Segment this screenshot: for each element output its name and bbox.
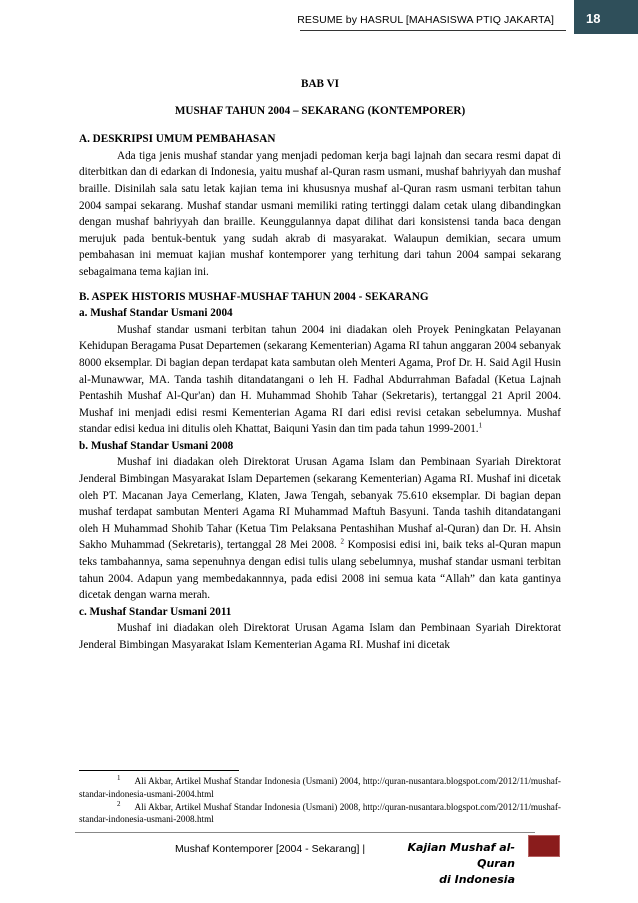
footnote-1-text: Ali Akbar, Artikel Mushaf Standar Indonesia (Usmani) 2004, http://quran-nusantara.blogspot.com/2012/11/mushaf-standar-indonesia-usmani-2004.html [79,776,561,799]
chapter-title: MUSHAF TAHUN 2004 – SEKARANG (KONTEMPORER) [174,104,466,117]
footer-divider [75,832,535,833]
sub-b-heading: b. Mushaf Standar Usmani 2008 [79,439,234,452]
section-b-heading: B. ASPEK HISTORIS MUSHAF-MUSHAF TAHUN 2004 - SEKARANG [79,290,429,303]
header-divider [300,30,566,31]
sub-b-text-1: Mushaf ini diadakan oleh Direktorat Urusan Agama Islam dan Pembinaan Syariah Direktorat Jenderal Bimbingan Masyarakat Islam Departemen (sekarang Kementerian) Agama RI. Mushaf ini dicetak oleh PT. Macanan Jaya Cemerlang, Klaten, Jawa Tengah, sebanyak 75.610 eksemplar. Di bagian depan mushaf terdapat sambutan Menteri Agama RI Muhammad Maftuh Basyuni. Tanda tashih ditandatangani oleh H Muhammad Shohib Tahar (Ketua Tim Pelaksana Pentashihan Mushaf al-Quran) dan Dr. H. Ahsin Sakho Muhammad (Sekretaris), tertanggal 28 Mei 2008. [79,456,561,552]
footnote-ref-1[interactable]: 1 [478,421,483,430]
running-header: RESUME by HASRUL [MAHASISWA PTIQ JAKARTA] [297,14,554,26]
footer-brand-line1: Kajian Mushaf al-Quran [407,841,515,870]
section-a-paragraph: Ada tiga jenis mushaf standar yang menjadi pedoman kerja bagi lajnah dan secara resmi dapat di diterbitkan dan di edarkan di Indonesia, yaitu mushaf al-Quran rasm usmani, mushaf bahriyyah dan mushaf braille. Disinilah sala satu letak kajian tema ini khususnya mushaf al-Quran rasm usmani terbitan tahun 2004 sampai sekarang. Mushaf standar usmani memiliki rating tertinggi dalam cetak ulang dibandingkan dengan mushaf bahriyyah dan braille. Keunggulannya dapat dilihat dari konsistensi tanda baca dengan merujuk pada bentuk-bentuk yang sudah akrab di masyarakat. Walaupun demikian, secara umum pembahasan ini memuat kajian mushaf kontemporer yang terhitung dari tahun 2004 sampai sekarang sebagaimana tema kajian ini. [79,149,561,278]
footnote-1-number: 1 [117,773,121,782]
footer-chapter: Mushaf Kontemporer [2004 - Sekarang] | [175,843,366,855]
page-number-box [574,0,638,34]
sub-a-text: Mushaf standar usmani terbitan tahun 2004 ini diadakan oleh Proyek Peningkatan Pelayanan Kehidupan Beragama Pusat Departemen (sekarang Kementerian) Agama RI tahun anggaran 2004 sebanyak 8000 eksemplar. Di bagian depan terdapat kata sambutan oleh Menteri Agama, Prof Dr. H. Said Agil Husin al-Munawwar, MA. Tanda tashih ditandatangani o leh H. Fadhal Abdurrahman Bafadal (Ketua Lajnah Pentashih Mushaf Al-Qur'an) dan H. Muhammad Shohib Tahar (Sekretaris), tertanggal 21 April 2004. Mushaf ini menjadi edisi resmi Kementerian Agama RI dari edisi revisi cetakan sebelumnya. Mushaf standar edisi kedua ini ditulis oleh Khattat, Baiquni Yasin dan tim pada tahun 1999-2001. [79,323,561,436]
sub-b-text-2: Komposisi edisi ini, baik teks al-Quran mapun teks tambahannya, sama sepenuhnya dengan edisi tulis ulang sebelumnya, mushaf standar usmani terbitan tahun 2004. Adapun yang membedakannnya, pada edisi 2008 ini semua kata “Allah” dan kata gantinya dicetak dengan warna merah. [79,539,562,602]
sub-a-paragraph [79,322,561,438]
footer-brand [385,840,515,888]
footnote-2-number: 2 [117,799,121,808]
footnote-divider [79,770,239,771]
footnotes [79,775,561,826]
page-body [79,48,561,654]
sub-a-heading: a. Mushaf Standar Usmani 2004 [79,307,233,320]
footnote-2-text: Ali Akbar, Artikel Mushaf Standar Indonesia (Usmani) 2008, http://quran-nusantara.blogspot.com/2012/11/mushaf-standar-indonesia-usmani-2008.html [79,801,561,825]
footnote-1 [79,775,561,801]
sub-b-paragraph [79,454,561,603]
footnote-ref-2[interactable]: 2 [340,537,344,546]
footer-brand-line2: di Indonesia [439,873,515,886]
page-number: 18 [586,11,601,26]
sub-c-heading: c. Mushaf Standar Usmani 2011 [79,605,232,618]
footnote-2 [79,801,561,827]
chapter-label: BAB VI [300,78,340,90]
footer-color-box [528,835,560,857]
sub-c-paragraph: Mushaf ini diadakan oleh Direktorat Urusan Agama Islam dan Pembinaan Syariah Direktorat Jenderal Bimbingan Masyarakat Islam Kementerian Agama RI. Mushaf ini dicetak [79,622,561,651]
section-a-heading: A. DESKRIPSI UMUM PEMBAHASAN [79,133,276,146]
